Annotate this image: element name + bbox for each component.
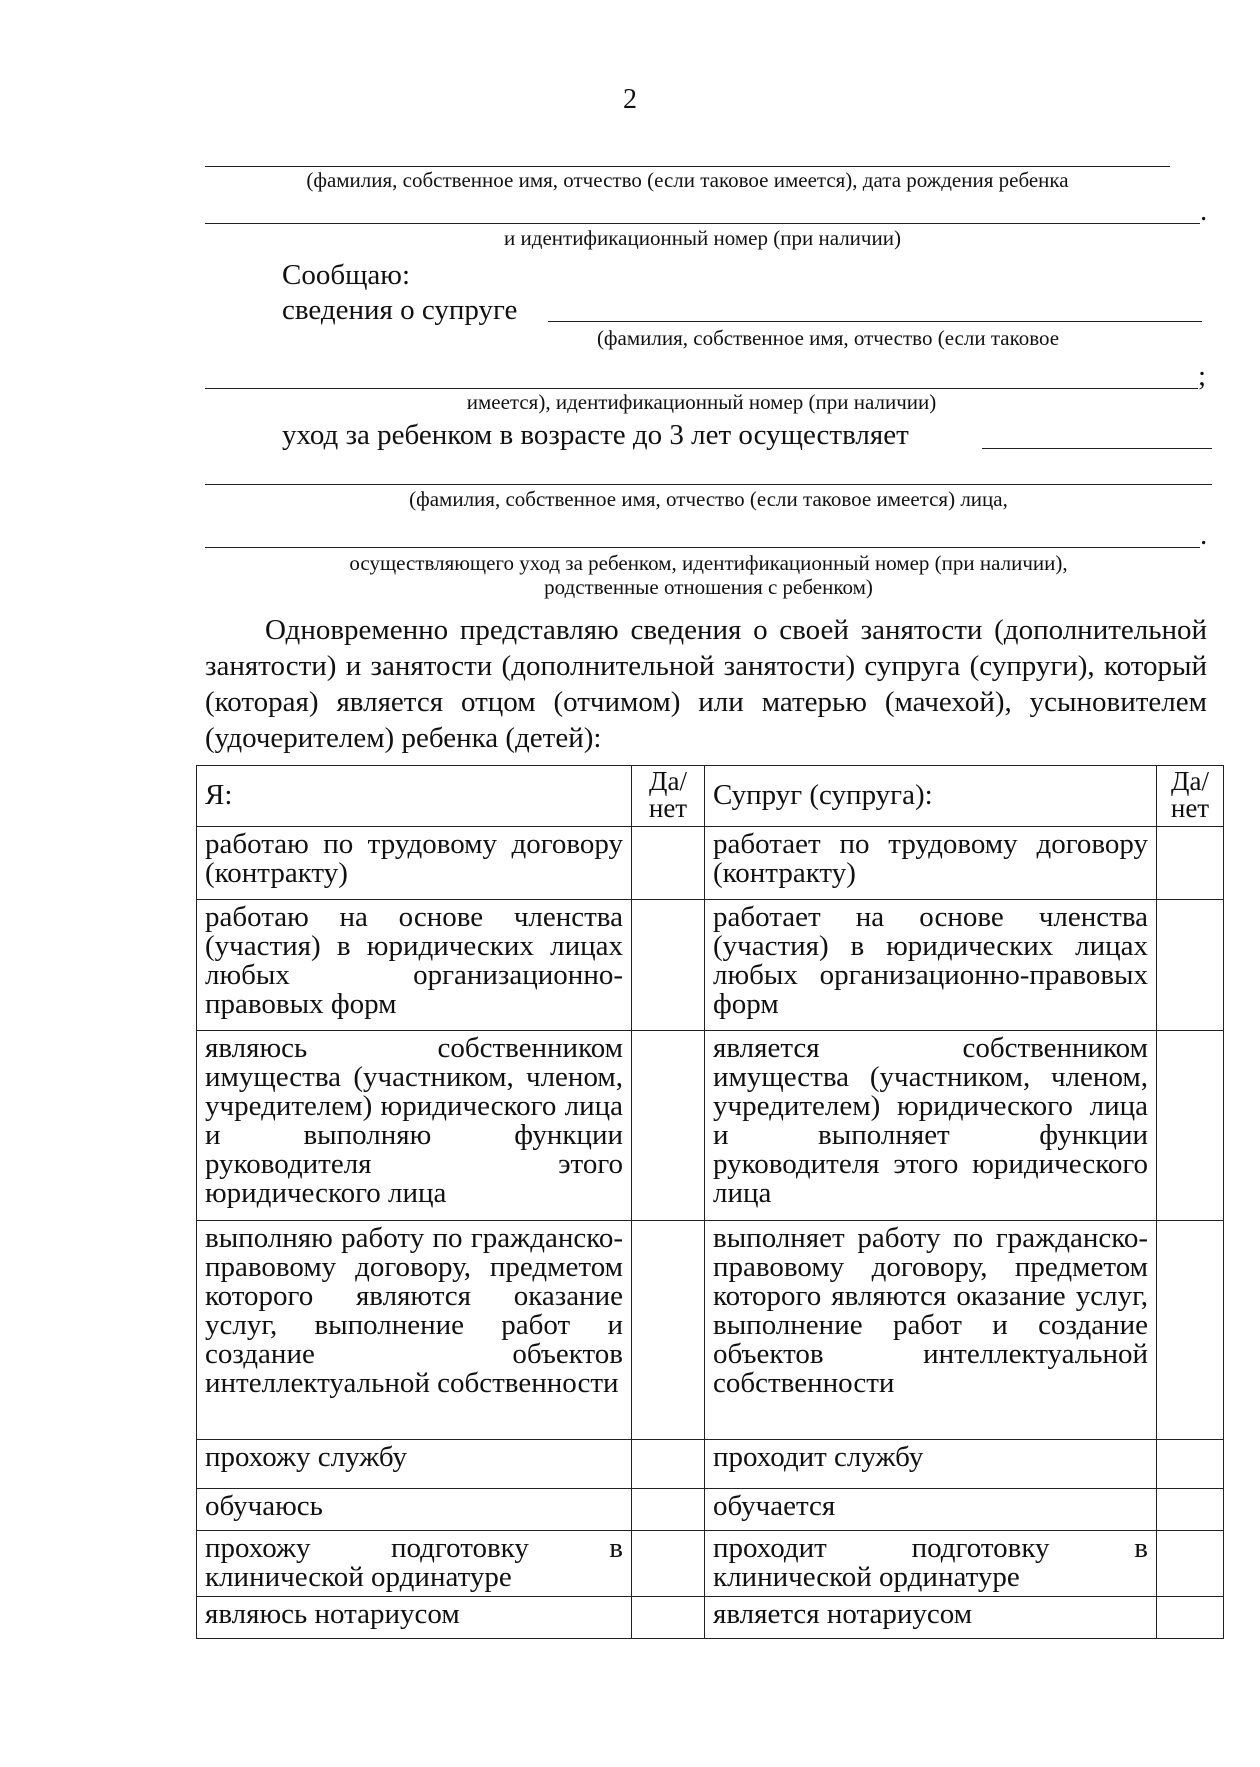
spouse-yes-no-field[interactable] [1157,1440,1224,1489]
spouse-activity-cell: является собственником имущества (участником, членом, учредителем) юридического лица и выполняет функции руководителя этого юридического лица [705,1031,1157,1221]
self-activity-cell: прохожу подготовку в клинической ординатуре [197,1531,632,1597]
self-activity-cell: выполняю работу по гражданско-правовому договору, предметом которого являются оказание услуг, выполнение работ и создание объектов интеллектуальной собственности [197,1221,632,1440]
spouse-yes-no-field[interactable] [1157,1489,1224,1531]
header-yes-no-spouse: Да/ нет [1157,766,1224,827]
header-spouse: Супруг (супруга): [705,766,1157,827]
self-yes-no-field[interactable] [632,1031,705,1221]
spouse-name-caption: (фамилия, собственное имя, отчество (если таковое [596,326,1060,350]
spouse-yes-no-field[interactable] [1157,827,1224,900]
carer-id-period: . [1200,519,1208,551]
carer-id-line[interactable] [205,547,1200,548]
table-row [197,1031,1224,1221]
self-yes-no-field[interactable] [632,1489,705,1531]
spouse-id-semicolon: ; [1198,360,1207,392]
child-name-caption: (фамилия, собственное имя, отчество (если таковое имеется), дата рождения ребенка [306,168,1069,192]
self-yes-no-field[interactable] [632,1597,705,1639]
self-yes-no-field[interactable] [632,1531,705,1597]
page-number: 2 [623,84,637,115]
self-activity-cell: являюсь нотариусом [197,1597,632,1639]
self-activity-cell: являюсь собственником имущества (участником, членом, учредителем) юридического лица и выполняю функции руководителя этого юридического лица [197,1031,632,1221]
table-row [197,1489,1224,1531]
carer-id-caption-2: родственные отношения с ребенком) [544,575,873,599]
spouse-activity-cell: выполняет работу по гражданско-правовому договору, предметом которого являются оказание услуг, выполнение работ и создание объектов интеллектуальной собственности [705,1221,1157,1440]
self-activity-cell: работаю на основе членства (участия) в юридических лицах любых организационно-правовых форм [197,900,632,1031]
child-name-line[interactable] [205,166,1170,167]
spouse-id-caption: имеется), идентификационный номер (при наличии) [466,390,937,414]
carer-line-1[interactable] [982,448,1212,449]
table-row [197,900,1224,1031]
self-activity-cell: обучаюсь [197,1489,632,1531]
report-label: Сообщаю: [282,259,411,291]
self-yes-no-field[interactable] [632,1440,705,1489]
spouse-yes-no-field[interactable] [1157,1597,1224,1639]
table-row [197,1597,1224,1639]
self-yes-no-field[interactable] [632,827,705,900]
spouse-name-line[interactable] [548,321,1202,322]
header-yes-no-self: Да/ нет [632,766,705,827]
spouse-activity-cell: является нотариусом [705,1597,1157,1639]
carer-id-caption-1: осуществляющего уход за ребенком, идентификационный номер (при наличии), [349,551,1068,575]
child-id-caption: и идентификационный номер (при наличии) [504,226,901,250]
carer-name-line[interactable] [205,484,1212,485]
spouse-activity-cell: проходит службу [705,1440,1157,1489]
spouse-activity-cell: работает на основе членства (участия) в юридических лицах любых организационно-правовых форм [705,900,1157,1031]
spouse-yes-no-field[interactable] [1157,1221,1224,1440]
self-activity-cell: прохожу службу [197,1440,632,1489]
spouse-activity-cell: работает по трудовому договору (контракту) [705,827,1157,900]
care-label: уход за ребенком в возрасте до 3 лет осуществляет [282,419,909,451]
spouse-info-label: сведения о супруге [282,294,518,326]
spouse-id-line[interactable] [205,388,1198,389]
spouse-activity-cell: проходит подготовку в клинической ординатуре [705,1531,1157,1597]
spouse-yes-no-field[interactable] [1157,900,1224,1031]
spouse-yes-no-field[interactable] [1157,1031,1224,1221]
table-header-row [197,766,1224,827]
carer-name-caption: (фамилия, собственное имя, отчество (если таковое имеется) лица, [409,487,1008,511]
spouse-activity-cell: обучается [705,1489,1157,1531]
header-self: Я: [197,766,632,827]
self-activity-cell: работаю по трудовому договору (контракту) [197,827,632,900]
employment-paragraph-text: Одновременно представляю сведения о своей занятости (дополнительной занятости) и занятости (дополнительной занятости) супруга (супруги), который (которая) является отцом (отчимом) или матерью (мачехой), усыновителем (удочерителем) ребенка (детей): [205,614,1207,754]
employment-paragraph [205,612,1207,756]
self-yes-no-field[interactable] [632,900,705,1031]
child-id-line[interactable] [205,223,1200,224]
spouse-yes-no-field[interactable] [1157,1531,1224,1597]
table-row [197,1440,1224,1489]
employment-table [196,765,1224,1639]
child-id-period: . [1200,195,1208,227]
self-yes-no-field[interactable] [632,1221,705,1440]
table-row [197,1221,1224,1440]
table-row [197,827,1224,900]
table-row [197,1531,1224,1597]
